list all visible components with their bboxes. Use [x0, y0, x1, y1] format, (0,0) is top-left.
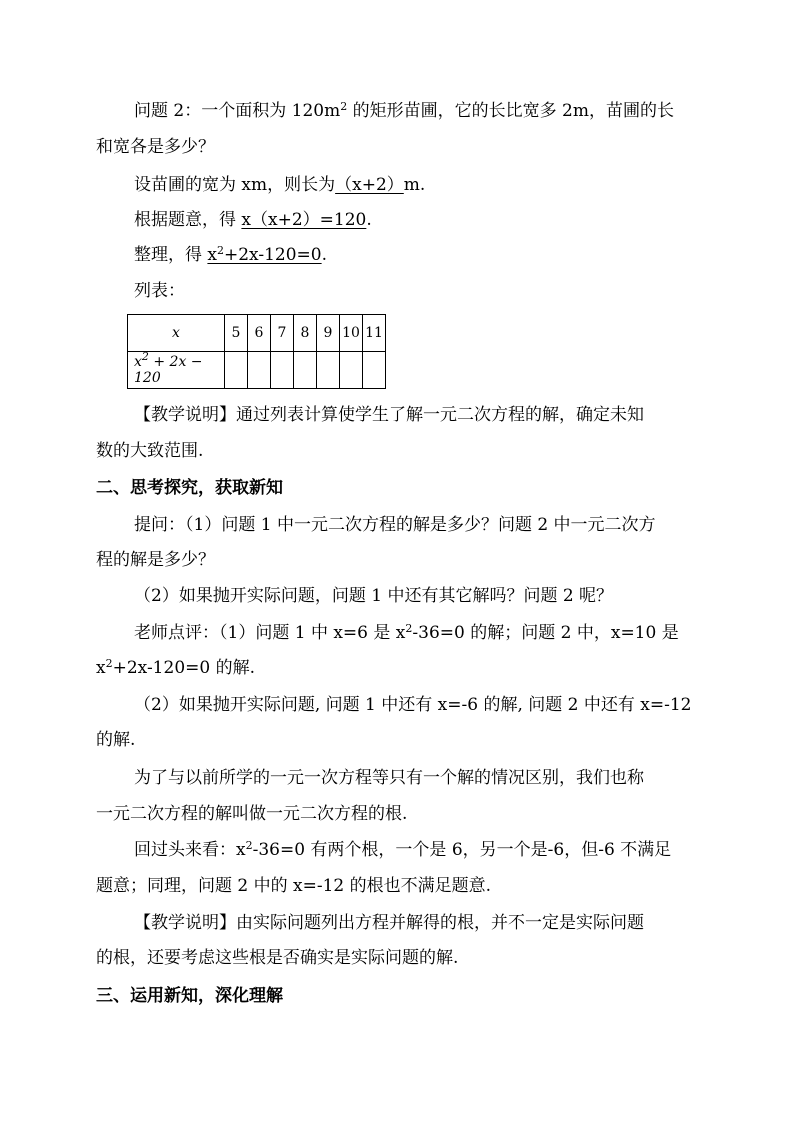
- text: 的矩形苗圃，它的长比宽多 2m，苗圃的长: [347, 101, 674, 121]
- comment2-line1: （2）如果抛开实际问题, 问题 1 中还有 x=-6 的解, 问题 2 中还有 x=-12: [134, 695, 692, 715]
- setup-equation: [134, 208, 700, 232]
- superscript: 2: [405, 622, 413, 635]
- table-cell: 9: [317, 315, 340, 352]
- note2-line2: 的根，还要考虑这些根是否确实是实际问题的解.: [96, 948, 459, 968]
- superscript: 2: [141, 350, 149, 363]
- table-cell-empty: [271, 352, 294, 389]
- text: 问题 2：一个面积为 120m: [134, 101, 341, 121]
- text: 设苗圃的宽为 xm，则长为: [134, 175, 336, 195]
- table-cell: 8: [294, 315, 317, 352]
- note1-line1: 【教学说明】通过列表计算使学生了解一元二次方程的解，确定未知: [134, 405, 644, 425]
- superscript: 2: [245, 839, 253, 852]
- text: 老师点评：（1）问题 1 中 x=6 是 x: [134, 623, 406, 643]
- table-cell-empty: [225, 352, 248, 389]
- table-cell-empty: [317, 352, 340, 389]
- superscript: 2: [105, 657, 113, 670]
- superscript: 2: [340, 100, 348, 113]
- text: -36=0 有两个根，一个是 6，另一个是-6，但-6 不满足: [252, 840, 672, 860]
- text: x: [96, 658, 106, 678]
- comment2-line2: 的解.: [96, 730, 136, 750]
- note1-line2: 数的大致范围.: [96, 441, 204, 461]
- table-row-label-x: x: [128, 315, 225, 352]
- paragraph1-line1: 为了与以前所学的一元一次方程等只有一个解的情况区别，我们也称: [134, 768, 644, 788]
- table-cell-empty: [363, 352, 386, 389]
- comment1-line2: [96, 656, 700, 680]
- question2: （2）如果抛开实际问题，问题 1 中还有其它解吗？问题 2 呢？: [134, 586, 614, 606]
- paragraph2-line1: [134, 838, 700, 862]
- text: .: [321, 245, 328, 265]
- table-cell-empty: [248, 352, 271, 389]
- paragraph1-line2: 一元二次方程的解叫做一元二次方程的根.: [96, 804, 408, 824]
- paragraph2-line2: 题意；同理，问题 2 中的 x=-12 的根也不满足题意.: [96, 876, 492, 896]
- value-table: [127, 314, 386, 389]
- underlined-answer: （x+2）: [335, 175, 404, 195]
- underlined-answer: [207, 245, 321, 265]
- table-cell-empty: [294, 352, 317, 389]
- text: x: [134, 354, 142, 370]
- text: + 2x − 120: [134, 354, 203, 386]
- underlined-answer: x（x+2）=120: [241, 210, 367, 230]
- problem2-line1: [134, 99, 700, 123]
- note2-line1: 【教学说明】由实际问题列出方程并解得的根，并不一定是实际问题: [134, 913, 644, 933]
- table-cell: 6: [248, 315, 271, 352]
- table-cell: 10: [340, 315, 363, 352]
- table-row: [128, 352, 386, 389]
- text: -36=0 的解；问题 2 中，x=10 是: [412, 623, 679, 643]
- problem2-line2: 和宽各是多少？: [96, 137, 215, 157]
- text: m.: [403, 175, 426, 195]
- table-cell: 5: [225, 315, 248, 352]
- question1-line1: 提问：（1）问题 1 中一元二次方程的解是多少？问题 2 中一元二次方: [134, 515, 656, 535]
- text: 回过头来看：x: [134, 840, 246, 860]
- section3-title: 三、运用新知，深化理解: [96, 986, 283, 1006]
- text: 整理，得: [134, 245, 202, 265]
- text: +2x-120=0 的解.: [112, 658, 256, 678]
- table-cell: 11: [363, 315, 386, 352]
- text: 根据题意，得: [134, 210, 236, 230]
- table-cell-empty: [340, 352, 363, 389]
- superscript: 2: [217, 244, 224, 257]
- text: x: [207, 245, 217, 265]
- text: +2x-120=0: [224, 245, 322, 265]
- table-cell: 7: [271, 315, 294, 352]
- comment1-line1: [134, 621, 700, 645]
- setup-let: [134, 173, 700, 197]
- table-intro: 列表：: [134, 281, 185, 301]
- setup-simplify: [134, 243, 700, 267]
- table-row: [128, 315, 386, 352]
- table-row-label-expression: [128, 352, 225, 389]
- question1-line2: 程的解是多少？: [96, 550, 215, 570]
- text: .: [366, 210, 372, 230]
- section2-title: 二、思考探究，获取新知: [96, 478, 283, 498]
